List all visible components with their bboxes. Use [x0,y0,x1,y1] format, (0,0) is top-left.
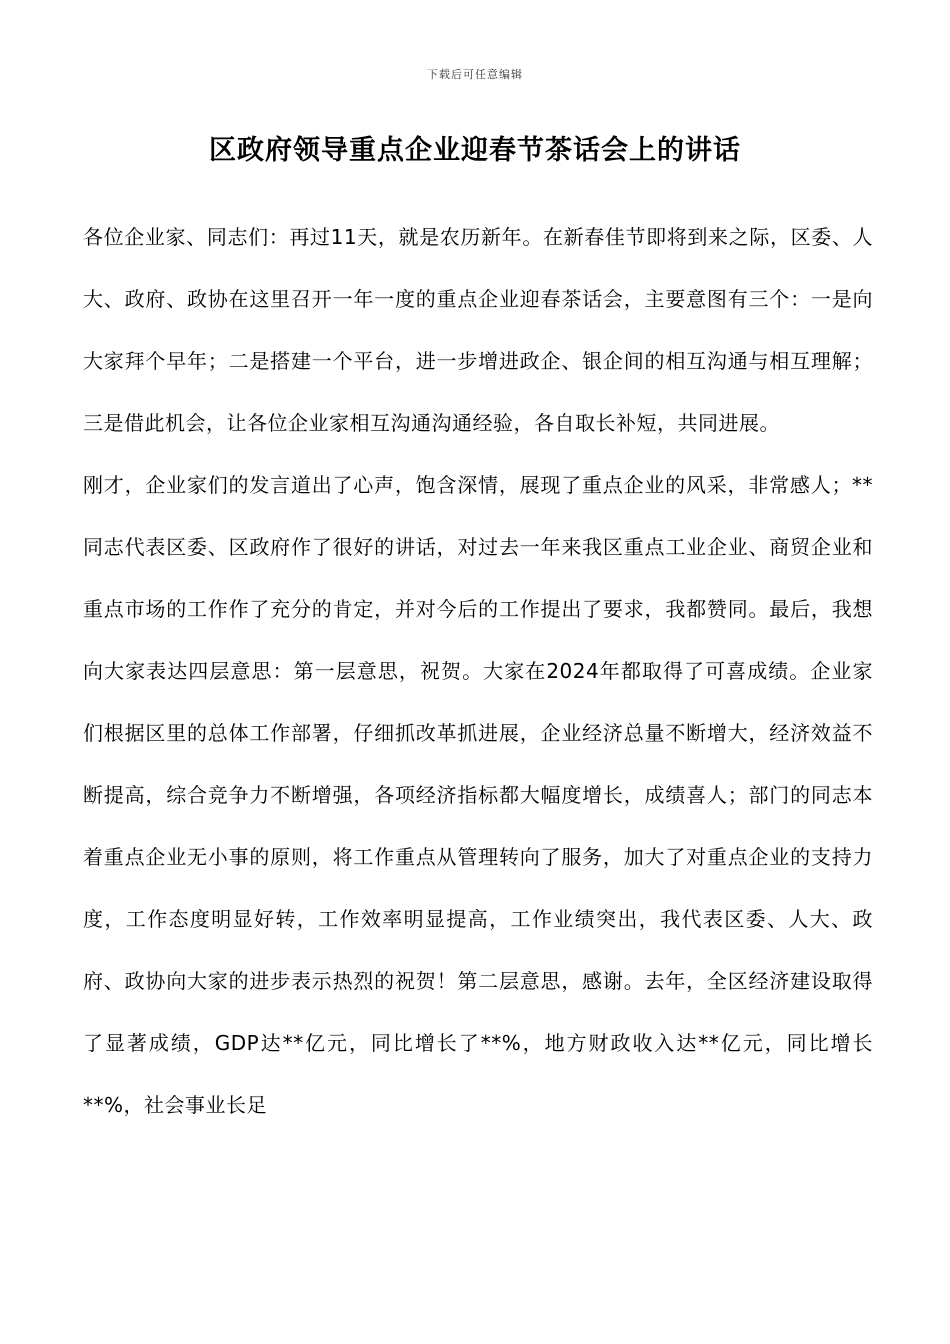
document-title: 区政府领导重点企业迎春节茶话会上的讲话 [209,135,741,166]
paragraph-2: 刚才，企业家们的发言道出了心声，饱含深情，展现了重点企业的风采，非常感人；**同志代表区委、区政府作了很好的讲话，对过去一年来我区重点工业企业、商贸企业和重点市场的工作作了充分的肯定，并对今后的工作提出了要求，我都赞同。最后，我想向大家表达四层意思：第一层意思，祝贺。大家在2024年都取得了可喜成绩。企业家们根据区里的总体工作部署，仔细抓改革抓进展，企业经济总量不断增大，经济效益不断提高，综合竞争力不断增强，各项经济指标都大幅度增长，成绩喜人；部门的同志本着重点企业无小事的原则，将工作重点从管理转向了服务，加大了对重点企业的支持力度，工作态度明显好转，工作效率明显提高，工作业绩突出，我代表区委、人大、政府、政协向大家的进步表示热烈的祝贺！第二层意思，感谢。去年，全区经济建设取得了显著成绩，GDP达**亿元，同比增长了**%，地方财政收入达**亿元，同比增长**%，社会事业长足 [83,473,873,1117]
document-body [83,206,873,1136]
header-note: 下载后可任意编辑 [427,68,523,81]
paragraph-1: 各位企业家、同志们：再过11天，就是农历新年。在新春佳节即将到来之际，区委、人大、政府、政协在这里召开一年一度的重点企业迎春茶话会，主要意图有三个：一是向大家拜个早年；二是搭建一个平台，进一步增进政企、银企间的相互沟通与相互理解；三是借此机会，让各位企业家相互沟通沟通经验，各自取长补短，共同进展。 [83,225,873,435]
